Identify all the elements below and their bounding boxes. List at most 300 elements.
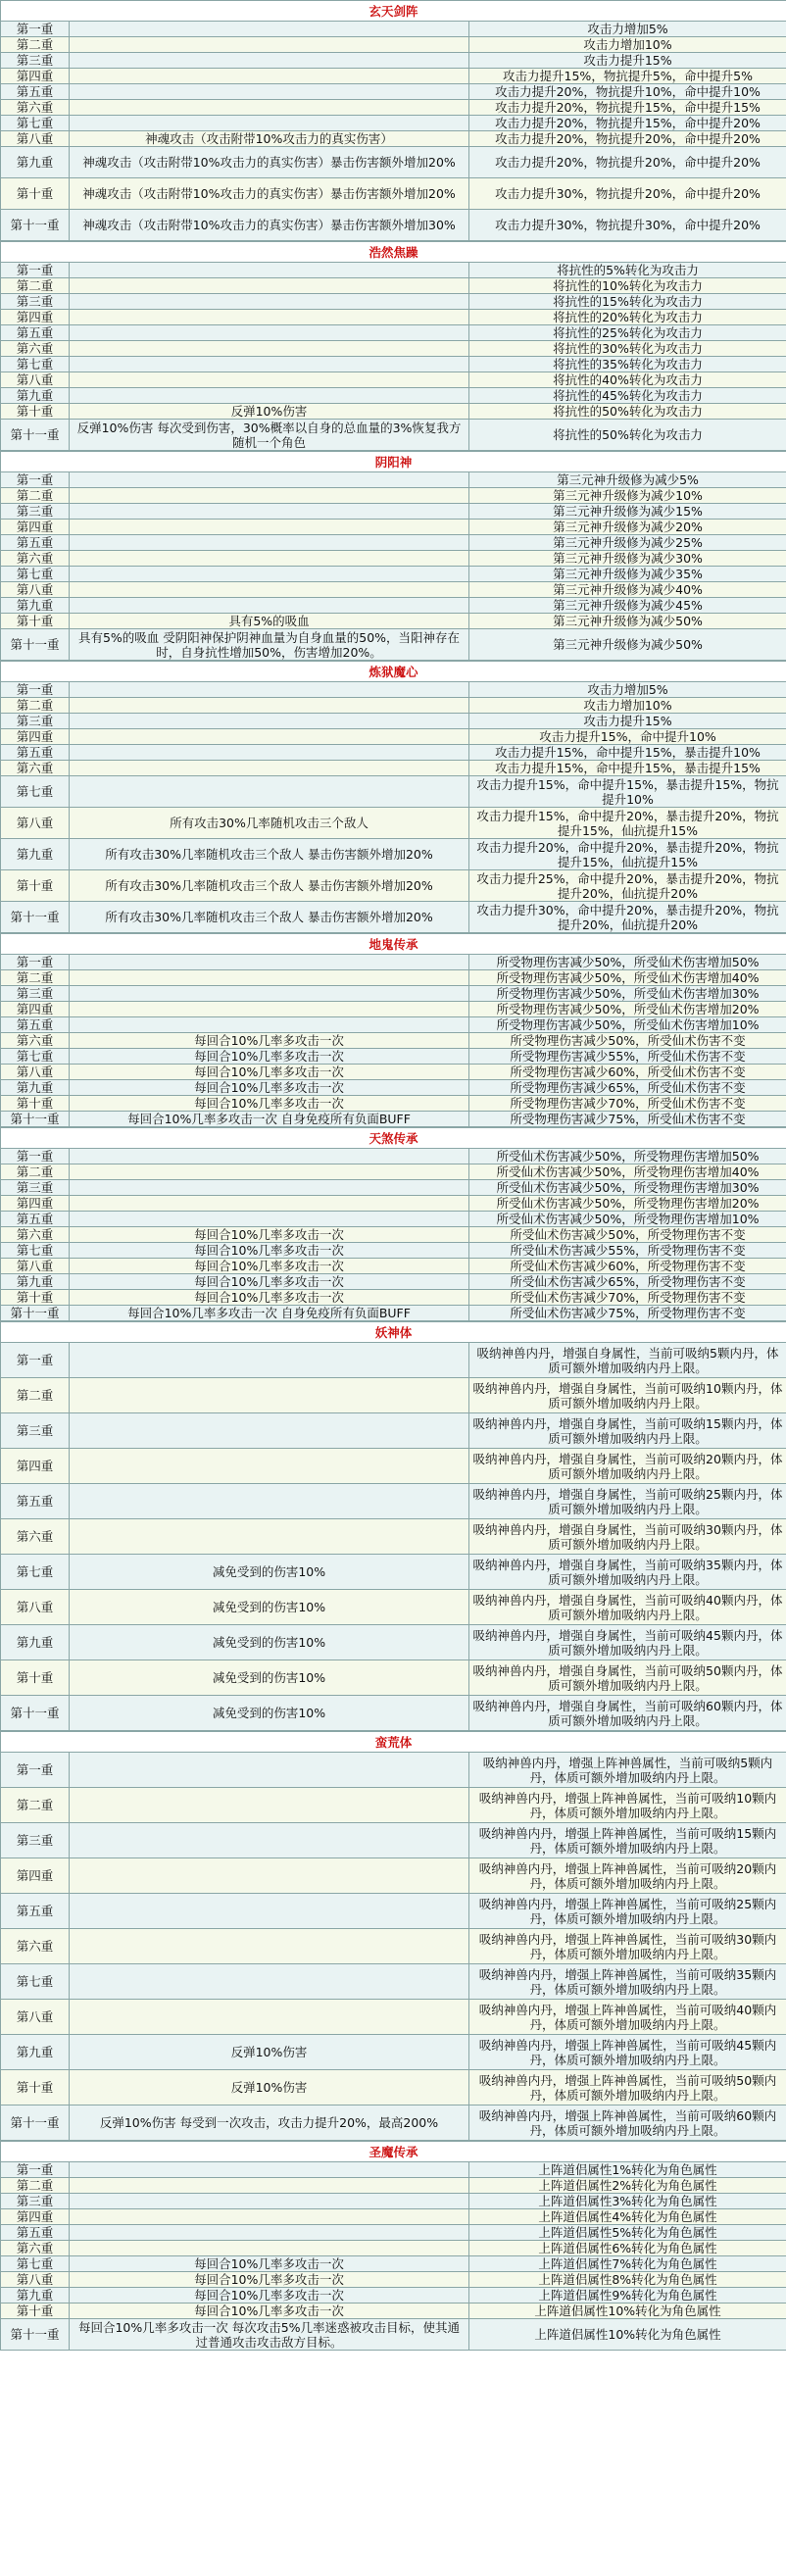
table-row bbox=[1, 2070, 786, 2105]
level-cell: 第四重 bbox=[1, 1449, 70, 1484]
special-cell bbox=[70, 263, 469, 278]
level-cell: 第二重 bbox=[1, 278, 70, 294]
special-cell bbox=[70, 310, 469, 325]
level-cell: 第五重 bbox=[1, 745, 70, 761]
special-cell bbox=[70, 116, 469, 131]
special-cell bbox=[70, 100, 469, 116]
table-row bbox=[1, 2178, 786, 2194]
table-row bbox=[1, 1065, 786, 1080]
attribute-cell: 第三元神升级修为减少20% bbox=[469, 520, 786, 535]
table-row bbox=[1, 1180, 786, 1196]
special-cell bbox=[70, 1858, 469, 1894]
attribute-cell: 第三元神升级修为减少50% bbox=[469, 629, 786, 661]
level-cell: 第四重 bbox=[1, 1196, 70, 1212]
attribute-cell: 攻击力提升20%，物抗提升15%，命中提升15% bbox=[469, 100, 786, 116]
attribute-cell: 第三元神升级修为减少10% bbox=[469, 488, 786, 504]
table-row bbox=[1, 278, 786, 294]
section-title bbox=[1, 1128, 786, 1149]
level-cell: 第一重 bbox=[1, 1343, 70, 1378]
special-cell: 神魂攻击（攻击附带10%攻击力的真实伤害）暴击伤害额外增加30% bbox=[70, 210, 469, 241]
table-row bbox=[1, 1590, 786, 1625]
special-cell bbox=[70, 776, 469, 808]
level-cell: 第七重 bbox=[1, 357, 70, 372]
section-title-text: 浩然焦躁 bbox=[368, 244, 418, 260]
attribute-cell: 吸纳神兽内丹，增强自身属性，当前可吸纳25颗内丹，体质可额外增加吸纳内丹上限。 bbox=[469, 1484, 786, 1519]
special-cell bbox=[70, 714, 469, 729]
special-cell bbox=[70, 1149, 469, 1164]
special-cell: 每回合10%几率多攻击一次 bbox=[70, 1259, 469, 1274]
table-row bbox=[1, 147, 786, 178]
section-table bbox=[0, 1127, 786, 1321]
special-cell: 反弹10%伤害 bbox=[70, 2070, 469, 2105]
level-cell: 第十重 bbox=[1, 1096, 70, 1112]
level-cell: 第三重 bbox=[1, 504, 70, 520]
attribute-cell: 上阵道侣属性1%转化为角色属性 bbox=[469, 2162, 786, 2178]
attribute-cell: 将抗性的35%转化为攻击力 bbox=[469, 357, 786, 372]
attribute-cell: 上阵道侣属性4%转化为角色属性 bbox=[469, 2209, 786, 2225]
level-cell: 第二重 bbox=[1, 698, 70, 714]
attribute-cell: 所受物理伤害减少50%，所受仙术伤害增加50% bbox=[469, 955, 786, 970]
special-cell bbox=[70, 986, 469, 1002]
section-title-text: 阴阳神 bbox=[374, 454, 413, 470]
level-cell: 第二重 bbox=[1, 2178, 70, 2194]
level-cell: 第五重 bbox=[1, 1212, 70, 1227]
table-row bbox=[1, 53, 786, 69]
special-cell bbox=[70, 357, 469, 372]
table-row bbox=[1, 1929, 786, 1964]
special-cell bbox=[70, 1180, 469, 1196]
special-cell bbox=[70, 1378, 469, 1413]
special-cell bbox=[70, 1343, 469, 1378]
attribute-cell: 吸纳神兽内丹，增强自身属性，当前可吸纳50颗内丹，体质可额外增加吸纳内丹上限。 bbox=[469, 1660, 786, 1696]
special-cell bbox=[70, 504, 469, 520]
level-cell: 第十一重 bbox=[1, 2319, 70, 2351]
special-cell bbox=[70, 1519, 469, 1555]
attribute-cell: 吸纳神兽内丹，增强上阵神兽属性，当前可吸纳45颗内丹，体质可额外增加吸纳内丹上限。 bbox=[469, 2035, 786, 2070]
table-row bbox=[1, 1449, 786, 1484]
attribute-cell: 第三元神升级修为减少40% bbox=[469, 582, 786, 598]
level-cell: 第四重 bbox=[1, 1858, 70, 1894]
table-row bbox=[1, 1227, 786, 1243]
attribute-cell: 攻击力提升30%，物抗提升30%，命中提升20% bbox=[469, 210, 786, 241]
level-cell: 第四重 bbox=[1, 729, 70, 745]
section-header-row bbox=[1, 662, 786, 682]
special-cell bbox=[70, 2209, 469, 2225]
level-cell: 第三重 bbox=[1, 1180, 70, 1196]
special-cell bbox=[70, 1753, 469, 1788]
attribute-cell: 攻击力提升15%，命中提升15%，暴击提升15%，物抗提升10% bbox=[469, 776, 786, 808]
table-row bbox=[1, 1660, 786, 1696]
special-cell bbox=[70, 1002, 469, 1017]
table-row bbox=[1, 325, 786, 341]
special-cell bbox=[70, 1964, 469, 2000]
level-cell: 第八重 bbox=[1, 1590, 70, 1625]
table-row bbox=[1, 535, 786, 551]
table-row bbox=[1, 986, 786, 1002]
attribute-cell: 攻击力提升20%，物抗提升10%，命中提升10% bbox=[469, 84, 786, 100]
attribute-cell: 上阵道侣属性10%转化为角色属性 bbox=[469, 2304, 786, 2319]
special-cell bbox=[70, 2194, 469, 2209]
special-cell bbox=[70, 1929, 469, 1964]
special-cell bbox=[70, 761, 469, 776]
section-header-row bbox=[1, 242, 786, 263]
attribute-cell: 吸纳神兽内丹，增强上阵神兽属性，当前可吸纳25颗内丹，体质可额外增加吸纳内丹上限。 bbox=[469, 1894, 786, 1929]
attribute-cell: 将抗性的15%转化为攻击力 bbox=[469, 294, 786, 310]
table-row bbox=[1, 1164, 786, 1180]
section-header-row bbox=[1, 1732, 786, 1753]
attribute-cell: 将抗性的5%转化为攻击力 bbox=[469, 263, 786, 278]
level-cell: 第四重 bbox=[1, 310, 70, 325]
special-cell bbox=[70, 682, 469, 698]
special-cell bbox=[70, 53, 469, 69]
level-cell: 第九重 bbox=[1, 388, 70, 404]
attribute-cell: 攻击力增加10% bbox=[469, 698, 786, 714]
special-cell: 每回合10%几率多攻击一次 bbox=[70, 2304, 469, 2319]
special-cell: 所有攻击30%几率随机攻击三个敌人 暴击伤害额外增加20% bbox=[70, 839, 469, 870]
level-cell: 第八重 bbox=[1, 131, 70, 147]
table-row bbox=[1, 504, 786, 520]
level-cell: 第七重 bbox=[1, 776, 70, 808]
special-cell: 神魂攻击（攻击附带10%攻击力的真实伤害）暴击伤害额外增加20% bbox=[70, 147, 469, 178]
attribute-cell: 攻击力提升15%，命中提升20%，暴击提升20%，物抗提升15%，仙抗提升15% bbox=[469, 808, 786, 839]
level-cell: 第四重 bbox=[1, 69, 70, 84]
attribute-cell: 攻击力提升15%，命中提升15%，暴击提升10% bbox=[469, 745, 786, 761]
table-row bbox=[1, 2319, 786, 2351]
table-row bbox=[1, 1243, 786, 1259]
section-table bbox=[0, 0, 786, 241]
special-cell: 反弹10%伤害 每次受到伤害，30%概率以自身的总血量的3%恢复我方随机一个角色 bbox=[70, 420, 469, 451]
special-cell: 反弹10%伤害 bbox=[70, 404, 469, 420]
level-cell: 第四重 bbox=[1, 1002, 70, 1017]
table-row bbox=[1, 2256, 786, 2272]
table-row bbox=[1, 1894, 786, 1929]
table-row bbox=[1, 1964, 786, 2000]
table-row bbox=[1, 2000, 786, 2035]
table-row bbox=[1, 388, 786, 404]
attribute-cell: 将抗性的10%转化为攻击力 bbox=[469, 278, 786, 294]
special-cell bbox=[70, 2225, 469, 2241]
table-row bbox=[1, 210, 786, 241]
special-cell bbox=[70, 372, 469, 388]
attribute-cell: 上阵道侣属性6%转化为角色属性 bbox=[469, 2241, 786, 2256]
attribute-cell: 所受物理伤害减少65%，所受仙术伤害不变 bbox=[469, 1080, 786, 1096]
level-cell: 第九重 bbox=[1, 2035, 70, 2070]
attribute-cell: 上阵道侣属性9%转化为角色属性 bbox=[469, 2288, 786, 2304]
table-row bbox=[1, 2288, 786, 2304]
level-cell: 第十重 bbox=[1, 614, 70, 629]
special-cell: 每回合10%几率多攻击一次 bbox=[70, 1290, 469, 1306]
section-table bbox=[0, 933, 786, 1127]
special-cell: 所有攻击30%几率随机攻击三个敌人 暴击伤害额外增加20% bbox=[70, 870, 469, 902]
attribute-cell: 上阵道侣属性7%转化为角色属性 bbox=[469, 2256, 786, 2272]
special-cell: 每回合10%几率多攻击一次 bbox=[70, 2256, 469, 2272]
section-header-row bbox=[1, 452, 786, 472]
table-row bbox=[1, 1290, 786, 1306]
attribute-cell: 第三元神升级修为减少5% bbox=[469, 472, 786, 488]
level-cell: 第一重 bbox=[1, 22, 70, 37]
table-row bbox=[1, 2162, 786, 2178]
table-row bbox=[1, 294, 786, 310]
table-row bbox=[1, 582, 786, 598]
level-cell: 第二重 bbox=[1, 1788, 70, 1823]
attribute-cell: 吸纳神兽内丹，增强自身属性，当前可吸纳15颗内丹，体质可额外增加吸纳内丹上限。 bbox=[469, 1413, 786, 1449]
section-title bbox=[1, 1, 786, 22]
level-cell: 第二重 bbox=[1, 970, 70, 986]
table-row bbox=[1, 1112, 786, 1127]
table-row bbox=[1, 761, 786, 776]
level-cell: 第一重 bbox=[1, 263, 70, 278]
level-cell: 第九重 bbox=[1, 839, 70, 870]
attribute-cell: 所受仙术伤害减少55%，所受物理伤害不变 bbox=[469, 1243, 786, 1259]
special-cell bbox=[70, 69, 469, 84]
table-row bbox=[1, 970, 786, 986]
special-cell: 所有攻击30%几率随机攻击三个敌人 bbox=[70, 808, 469, 839]
special-cell bbox=[70, 598, 469, 614]
table-row bbox=[1, 1033, 786, 1049]
level-cell: 第七重 bbox=[1, 1555, 70, 1590]
section-title-text: 圣魔传承 bbox=[368, 2144, 418, 2159]
table-row bbox=[1, 614, 786, 629]
table-row bbox=[1, 745, 786, 761]
attribute-cell: 吸纳神兽内丹，增强上阵神兽属性，当前可吸纳50颗内丹，体质可额外增加吸纳内丹上限。 bbox=[469, 2070, 786, 2105]
attribute-cell: 第三元神升级修为减少15% bbox=[469, 504, 786, 520]
attribute-cell: 所受物理伤害减少50%，所受仙术伤害增加20% bbox=[469, 1002, 786, 1017]
level-cell: 第十重 bbox=[1, 178, 70, 210]
attribute-cell: 第三元神升级修为减少25% bbox=[469, 535, 786, 551]
table-row bbox=[1, 1625, 786, 1660]
attribute-cell: 攻击力提升15% bbox=[469, 53, 786, 69]
attribute-cell: 所受物理伤害减少70%，所受仙术伤害不变 bbox=[469, 1096, 786, 1112]
level-cell: 第四重 bbox=[1, 520, 70, 535]
section-header-row bbox=[1, 934, 786, 955]
special-cell: 每回合10%几率多攻击一次 bbox=[70, 2272, 469, 2288]
level-cell: 第一重 bbox=[1, 1149, 70, 1164]
special-cell: 每回合10%几率多攻击一次 bbox=[70, 1049, 469, 1065]
table-row bbox=[1, 2194, 786, 2209]
level-cell: 第十重 bbox=[1, 2304, 70, 2319]
table-row bbox=[1, 472, 786, 488]
attribute-cell: 攻击力提升15%，命中提升15%，暴击提升15% bbox=[469, 761, 786, 776]
attribute-cell: 上阵道侣属性3%转化为角色属性 bbox=[469, 2194, 786, 2209]
level-cell: 第一重 bbox=[1, 2162, 70, 2178]
section-title bbox=[1, 452, 786, 472]
table-row bbox=[1, 116, 786, 131]
section-title-text: 天煞传承 bbox=[368, 1130, 418, 1146]
attribute-cell: 所受物理伤害减少60%，所受仙术伤害不变 bbox=[469, 1065, 786, 1080]
special-cell bbox=[70, 1449, 469, 1484]
table-row bbox=[1, 1306, 786, 1321]
special-cell bbox=[70, 1212, 469, 1227]
level-cell: 第十一重 bbox=[1, 1306, 70, 1321]
level-cell: 第三重 bbox=[1, 1823, 70, 1858]
special-cell bbox=[70, 2162, 469, 2178]
level-cell: 第二重 bbox=[1, 1164, 70, 1180]
table-row bbox=[1, 2035, 786, 2070]
table-row bbox=[1, 1858, 786, 1894]
table-row bbox=[1, 567, 786, 582]
special-cell bbox=[70, 698, 469, 714]
special-cell bbox=[70, 1484, 469, 1519]
table-row bbox=[1, 22, 786, 37]
attribute-cell: 攻击力提升15%，物抗提升5%，命中提升5% bbox=[469, 69, 786, 84]
attribute-cell: 所受物理伤害减少50%，所受仙术伤害增加40% bbox=[469, 970, 786, 986]
attribute-cell: 上阵道侣属性2%转化为角色属性 bbox=[469, 2178, 786, 2194]
special-cell: 减免受到的伤害10% bbox=[70, 1625, 469, 1660]
special-cell: 减免受到的伤害10% bbox=[70, 1590, 469, 1625]
level-cell: 第五重 bbox=[1, 2225, 70, 2241]
level-cell: 第二重 bbox=[1, 1378, 70, 1413]
special-cell: 每回合10%几率多攻击一次 自身免疫所有负面BUFF bbox=[70, 1112, 469, 1127]
section-table bbox=[0, 241, 786, 451]
table-row bbox=[1, 808, 786, 839]
level-cell: 第五重 bbox=[1, 1017, 70, 1033]
level-cell: 第五重 bbox=[1, 325, 70, 341]
special-cell bbox=[70, 388, 469, 404]
special-cell: 减免受到的伤害10% bbox=[70, 1696, 469, 1731]
special-cell: 神魂攻击（攻击附带10%攻击力的真实伤害）暴击伤害额外增加20% bbox=[70, 178, 469, 210]
table-row bbox=[1, 1274, 786, 1290]
attribute-cell: 吸纳神兽内丹，增强自身属性，当前可吸纳10颗内丹，体质可额外增加吸纳内丹上限。 bbox=[469, 1378, 786, 1413]
table-row bbox=[1, 100, 786, 116]
level-cell: 第九重 bbox=[1, 147, 70, 178]
special-cell bbox=[70, 325, 469, 341]
attribute-cell: 吸纳神兽内丹，增强自身属性，当前可吸纳40颗内丹，体质可额外增加吸纳内丹上限。 bbox=[469, 1590, 786, 1625]
attribute-cell: 攻击力提升20%，物抗提升15%，命中提升20% bbox=[469, 116, 786, 131]
level-cell: 第六重 bbox=[1, 100, 70, 116]
special-cell bbox=[70, 37, 469, 53]
table-row bbox=[1, 178, 786, 210]
level-cell: 第三重 bbox=[1, 714, 70, 729]
attribute-cell: 攻击力增加5% bbox=[469, 22, 786, 37]
table-row bbox=[1, 1212, 786, 1227]
attribute-cell: 吸纳神兽内丹，增强自身属性，当前可吸纳5颗内丹，体质可额外增加吸纳内丹上限。 bbox=[469, 1343, 786, 1378]
special-cell bbox=[70, 2241, 469, 2256]
table-row bbox=[1, 1555, 786, 1590]
table-row bbox=[1, 1080, 786, 1096]
attribute-cell: 吸纳神兽内丹，增强自身属性，当前可吸纳30颗内丹，体质可额外增加吸纳内丹上限。 bbox=[469, 1519, 786, 1555]
table-row bbox=[1, 1788, 786, 1823]
special-cell bbox=[70, 745, 469, 761]
section-title bbox=[1, 662, 786, 682]
attribute-cell: 所受仙术伤害减少50%，所受物理伤害增加10% bbox=[469, 1212, 786, 1227]
level-cell: 第五重 bbox=[1, 84, 70, 100]
section-title-text: 玄天剑阵 bbox=[368, 3, 418, 19]
level-cell: 第八重 bbox=[1, 1259, 70, 1274]
table-row bbox=[1, 1753, 786, 1788]
level-cell: 第五重 bbox=[1, 535, 70, 551]
level-cell: 第六重 bbox=[1, 551, 70, 567]
level-cell: 第八重 bbox=[1, 808, 70, 839]
table-row bbox=[1, 1049, 786, 1065]
special-cell: 具有5%的吸血 bbox=[70, 614, 469, 629]
special-cell bbox=[70, 551, 469, 567]
attribute-cell: 吸纳神兽内丹，增强上阵神兽属性，当前可吸纳20颗内丹，体质可额外增加吸纳内丹上限。 bbox=[469, 1858, 786, 1894]
special-cell: 反弹10%伤害 bbox=[70, 2035, 469, 2070]
level-cell: 第一重 bbox=[1, 682, 70, 698]
section-header-row bbox=[1, 1, 786, 22]
level-cell: 第十一重 bbox=[1, 902, 70, 933]
attribute-cell: 吸纳神兽内丹，增强上阵神兽属性，当前可吸纳5颗内丹，体质可额外增加吸纳内丹上限。 bbox=[469, 1753, 786, 1788]
table-row bbox=[1, 729, 786, 745]
special-cell bbox=[70, 84, 469, 100]
special-cell bbox=[70, 1788, 469, 1823]
special-cell bbox=[70, 1823, 469, 1858]
table-row bbox=[1, 37, 786, 53]
attribute-cell: 所受仙术伤害减少50%，所受物理伤害增加20% bbox=[469, 1196, 786, 1212]
attribute-cell: 攻击力提升20%，命中提升20%，暴击提升20%，物抗提升15%，仙抗提升15% bbox=[469, 839, 786, 870]
table-row bbox=[1, 131, 786, 147]
attribute-cell: 所受物理伤害减少50%，所受仙术伤害增加10% bbox=[469, 1017, 786, 1033]
section-title bbox=[1, 1732, 786, 1753]
level-cell: 第七重 bbox=[1, 1243, 70, 1259]
level-cell: 第六重 bbox=[1, 1033, 70, 1049]
special-cell bbox=[70, 1413, 469, 1449]
level-cell: 第三重 bbox=[1, 53, 70, 69]
special-cell bbox=[70, 535, 469, 551]
section-title-text: 蛮荒体 bbox=[374, 1734, 413, 1750]
level-cell: 第七重 bbox=[1, 2256, 70, 2272]
table-row bbox=[1, 520, 786, 535]
table-row bbox=[1, 870, 786, 902]
special-cell bbox=[70, 2000, 469, 2035]
level-cell: 第九重 bbox=[1, 598, 70, 614]
special-cell bbox=[70, 472, 469, 488]
special-cell bbox=[70, 1894, 469, 1929]
special-cell bbox=[70, 294, 469, 310]
attribute-cell: 攻击力提升25%，命中提升20%，暴击提升20%，物抗提升20%，仙抗提升20% bbox=[469, 870, 786, 902]
attribute-cell: 所受物理伤害减少55%，所受仙术伤害不变 bbox=[469, 1049, 786, 1065]
table-row bbox=[1, 1378, 786, 1413]
table-row bbox=[1, 1002, 786, 1017]
table-row bbox=[1, 839, 786, 870]
special-cell bbox=[70, 488, 469, 504]
level-cell: 第十一重 bbox=[1, 210, 70, 241]
table-row bbox=[1, 1259, 786, 1274]
table-row bbox=[1, 341, 786, 357]
special-cell bbox=[70, 520, 469, 535]
level-cell: 第十一重 bbox=[1, 629, 70, 661]
attribute-cell: 所受物理伤害减少50%，所受仙术伤害增加30% bbox=[469, 986, 786, 1002]
level-cell: 第十一重 bbox=[1, 1696, 70, 1731]
level-cell: 第一重 bbox=[1, 955, 70, 970]
attribute-cell: 攻击力提升30%，物抗提升20%，命中提升20% bbox=[469, 178, 786, 210]
attribute-cell: 第三元神升级修为减少30% bbox=[469, 551, 786, 567]
table-row bbox=[1, 1413, 786, 1449]
table-row bbox=[1, 372, 786, 388]
attribute-cell: 第三元神升级修为减少45% bbox=[469, 598, 786, 614]
level-cell: 第八重 bbox=[1, 2272, 70, 2288]
table-row bbox=[1, 1343, 786, 1378]
level-cell: 第十一重 bbox=[1, 420, 70, 451]
level-cell: 第二重 bbox=[1, 37, 70, 53]
special-cell bbox=[70, 2178, 469, 2194]
level-cell: 第二重 bbox=[1, 488, 70, 504]
special-cell bbox=[70, 970, 469, 986]
attribute-cell: 攻击力提升20%，物抗提升20%，命中提升20% bbox=[469, 131, 786, 147]
level-cell: 第十重 bbox=[1, 1290, 70, 1306]
special-cell bbox=[70, 1196, 469, 1212]
level-cell: 第六重 bbox=[1, 2241, 70, 2256]
special-cell bbox=[70, 567, 469, 582]
special-cell: 具有5%的吸血 受阴阳神保护阴神血量为自身血量的50%，当阳神存在时，自身抗性增加50%，伤害增加20%。 bbox=[70, 629, 469, 661]
table-row bbox=[1, 2304, 786, 2319]
attribute-cell: 所受仙术伤害减少75%，所受物理伤害不变 bbox=[469, 1306, 786, 1321]
level-cell: 第六重 bbox=[1, 1519, 70, 1555]
level-cell: 第三重 bbox=[1, 2194, 70, 2209]
section-title-text: 妖神体 bbox=[374, 1324, 413, 1340]
level-cell: 第九重 bbox=[1, 1274, 70, 1290]
level-cell: 第十一重 bbox=[1, 2105, 70, 2141]
